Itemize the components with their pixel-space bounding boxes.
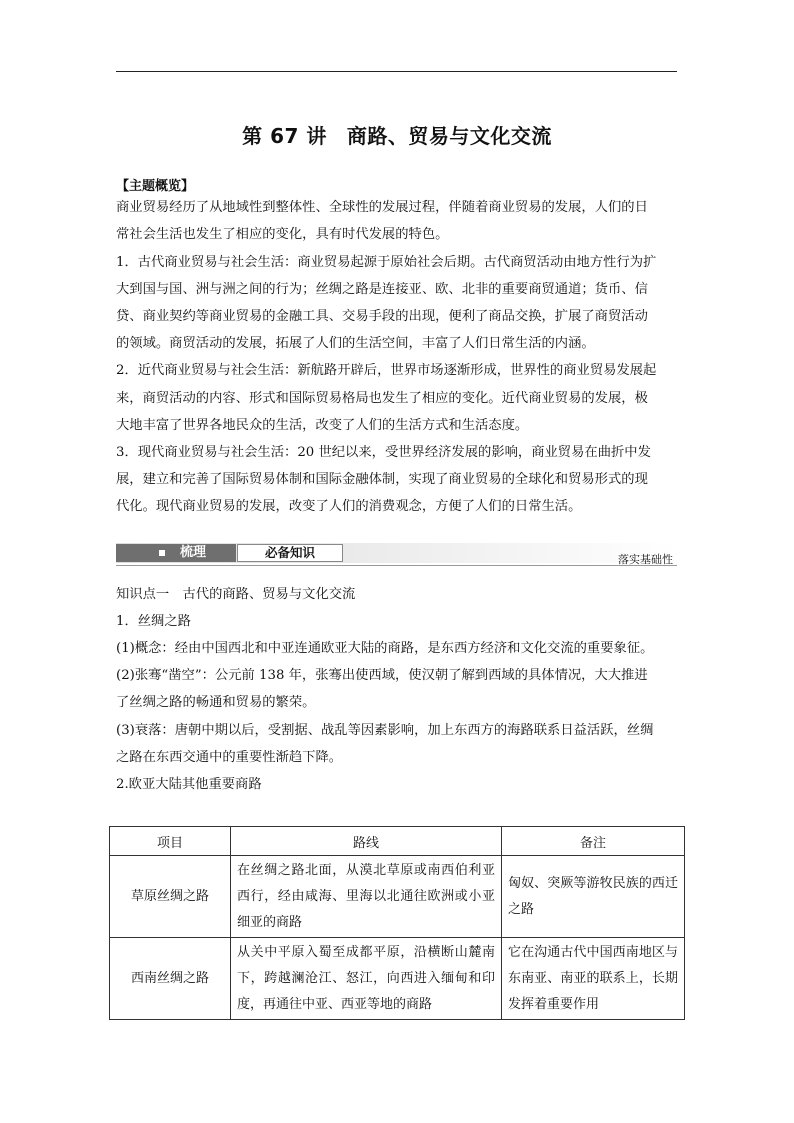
overview-line: 1．古代商业贸易与社会生活：商业贸易起源于原始社会后期。古代商贸活动由地方性行为扩: [116, 255, 657, 270]
knowledge-point-title: 知识点一 古代的商路、贸易与文化交流: [116, 587, 356, 602]
header-note: 备注: [502, 827, 685, 856]
overview-line: 贷、商业契约等商业贸易的金融工具、交易手段的出现，便利了商品交换，扩展了商贸活动: [116, 309, 648, 324]
banner-tag: 必备知识: [237, 544, 343, 562]
banner-left-block: [116, 544, 236, 562]
overview-line: 2．近代商业贸易与社会生活：新航路开辟后，世界市场逐渐形成，世界性的商业贸易发展起: [116, 363, 657, 378]
overview-heading: 【主题概览】: [116, 179, 195, 194]
banner-left-label: 梳理: [180, 545, 207, 560]
cell-item: 草原丝绸之路: [110, 856, 231, 938]
header-item: 项目: [110, 827, 231, 856]
trade-routes-table: [109, 826, 685, 1020]
header-rule: [116, 71, 677, 72]
knowledge-line: 2.欧亚大陆其他重要商路: [116, 777, 262, 792]
knowledge-line: (2)张骞“凿空”：公元前 138 年，张骞出使西域，使汉朝了解到西域的具体情况，大大推进: [116, 668, 648, 683]
overview-line: 展，建立和完善了国际贸易体制和国际金融体制，实现了商业贸易的全球化和贸易形式的现: [116, 472, 648, 487]
cell-route: 在丝绸之路北面，从漠北草原或南西伯利亚西行，经由咸海、里海以北通往欧洲或小亚细亚的商路: [231, 856, 502, 938]
cell-item: 西南丝绸之路: [110, 938, 231, 1020]
knowledge-line: (3)衰落：唐朝中期以后，受割据、战乱等因素影响，加上东西方的海路联系日益活跃，丝绸: [116, 723, 654, 738]
header-route: 路线: [231, 827, 502, 856]
cell-route: 从关中平原入蜀至成都平原，沿横断山麓南下，跨越澜沧江、怒江，向西进入缅甸和印度，再通往中亚、西亚等地的商路: [231, 938, 502, 1020]
overview-line: 的领域。商贸活动的发展，拓展了人们的生活空间，丰富了人们日常生活的内涵。: [116, 336, 595, 351]
square-bullet-icon: [159, 550, 165, 556]
overview-line: 大地丰富了世界各地民众的生活，改变了人们的生活方式和生活态度。: [116, 418, 529, 433]
overview-line: 大到国与国、洲与洲之间的行为；丝绸之路是连接亚、欧、北非的重要商贸通道；货币、信: [116, 282, 648, 297]
knowledge-line: (1)概念：经由中国西北和中亚连通欧亚大陆的商路，是东西方经济和文化交流的重要象征。: [116, 641, 654, 656]
lesson-title-text: 商路、贸易与文化交流: [346, 124, 552, 148]
table-header-row: [110, 827, 685, 856]
cell-note: 匈奴、突厥等游牧民族的西迁之路: [502, 856, 685, 938]
lesson-title: [0, 120, 794, 149]
table-row: [110, 938, 685, 1020]
overview-line: 常社会生活也发生了相应的变化，具有时代发展的特色。: [116, 227, 449, 242]
knowledge-line: 了丝绸之路的畅通和贸易的繁荣。: [116, 695, 316, 710]
lesson-number: 第 67 讲: [242, 124, 327, 148]
overview-line: 商业贸易经历了从地域性到整体性、全球性的发展过程，伴随着商业贸易的发展，人们的日: [116, 200, 648, 215]
section-banner: [116, 543, 677, 567]
overview-line: 代化。现代商业贸易的发展，改变了人们的消费观念，方便了人们的日常生活。: [116, 499, 582, 514]
cell-note: 它在沟通古代中国西南地区与东南亚、南亚的联系上，长期发挥着重要作用: [502, 938, 685, 1020]
knowledge-line: 之路在东西交通中的重要性渐趋下降。: [116, 750, 343, 765]
table-row: [110, 856, 685, 938]
banner-right-label: 落实基础性: [618, 553, 673, 566]
knowledge-line: 1．丝绸之路: [116, 614, 191, 629]
overview-line: 来，商贸活动的内容、形式和国际贸易格局也发生了相应的变化。近代商业贸易的发展，极: [116, 391, 648, 406]
banner-rule: [116, 565, 677, 566]
overview-line: 3．现代商业贸易与社会生活：20 世纪以来，受世界经济发展的影响，商业贸易在曲折中发: [116, 445, 651, 460]
